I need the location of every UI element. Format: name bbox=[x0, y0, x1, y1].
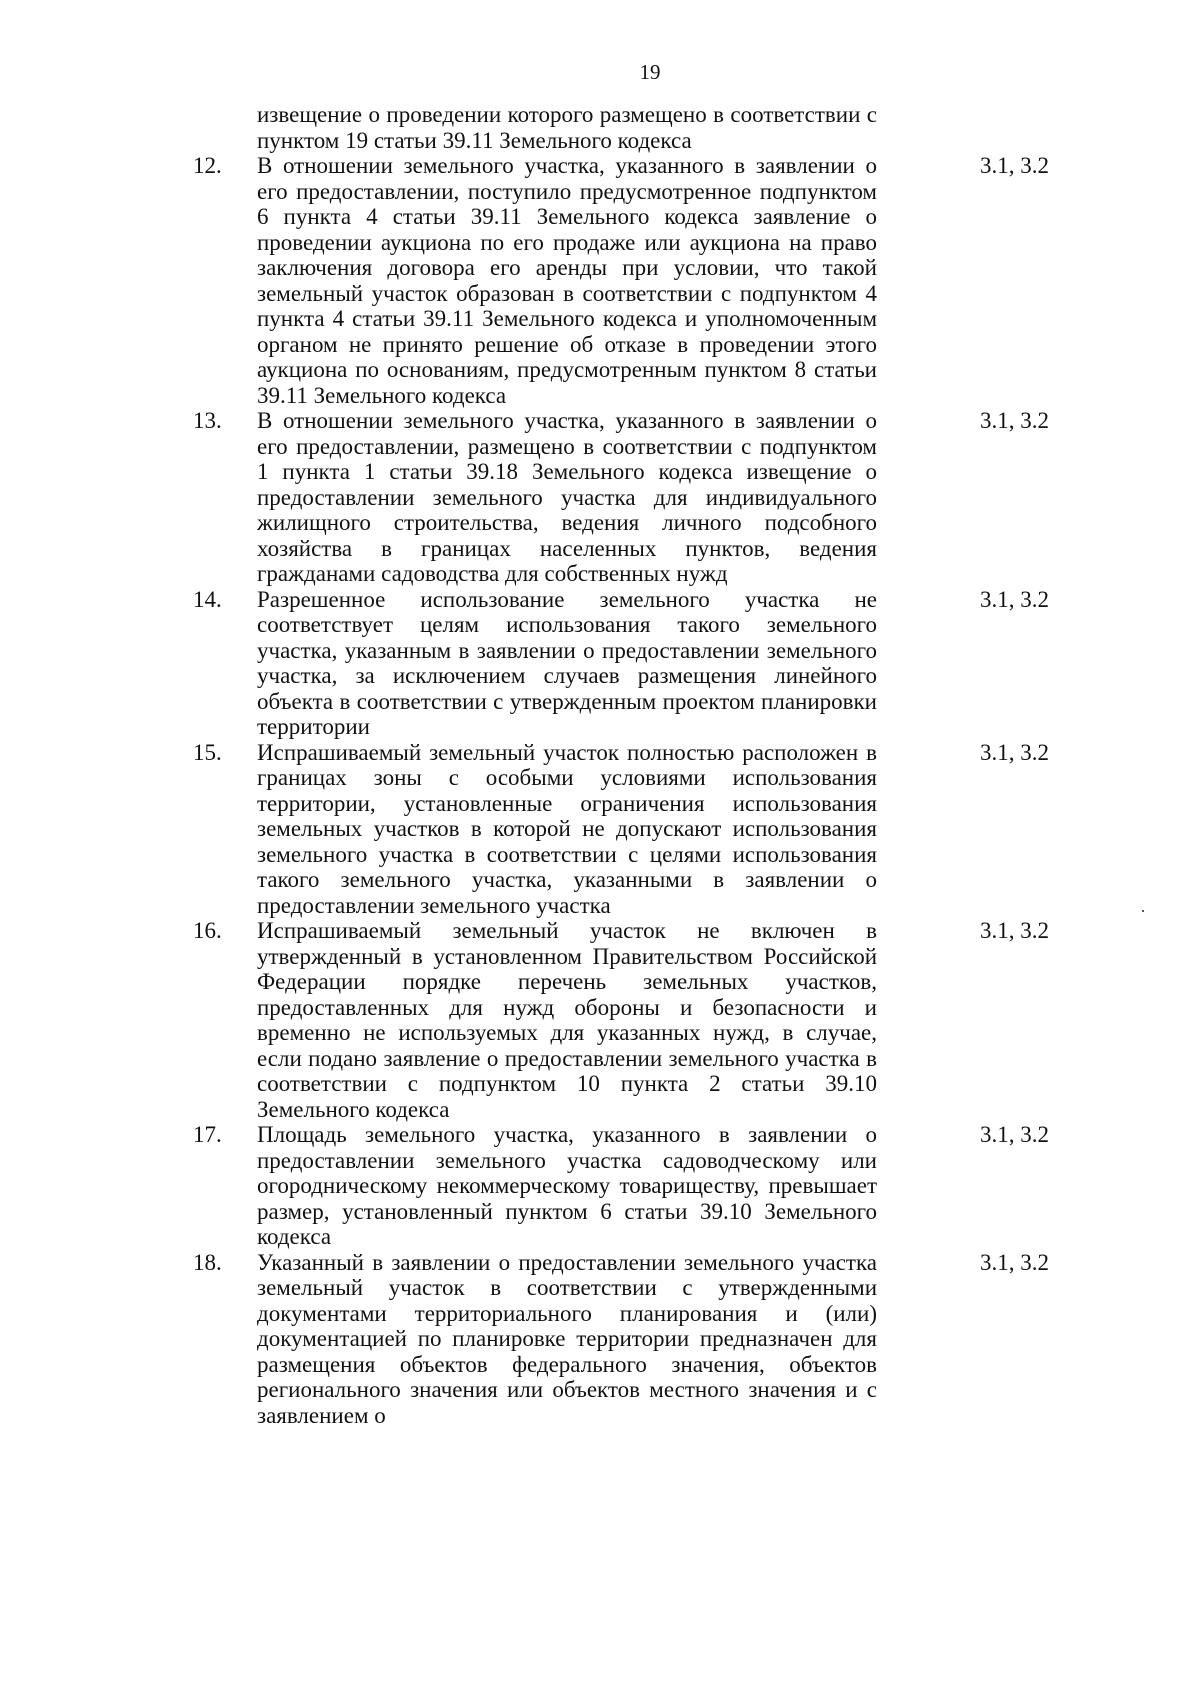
row-text: Разрешенное использование земельного участка не соответствует целям использования такого земельного участка, указанным в заявлении о предоставлении земельного участка, за исключением случаев размещения линейного объекта в соответствии с утвержденным проектом планировки территории bbox=[257, 586, 877, 739]
row-reference: 3.1, 3.2 bbox=[980, 408, 1049, 433]
table-row bbox=[193, 408, 1053, 587]
row-reference: 3.1, 3.2 bbox=[980, 1249, 1049, 1275]
row-number: 12. bbox=[193, 153, 222, 178]
table-row bbox=[193, 102, 1053, 153]
grounds-table bbox=[193, 102, 1053, 1428]
row-text: В отношении земельного участка, указанного в заявлении о его предоставлении, поступило предусмотренное подпунктом 6 пункта 4 статьи 39.11 Земельного кодекса заявление о проведении аукциона по его продаже или аукциона на право заключения договора его аренды при условии, что такой земельный участок образован в соответствии с подпунктом 4 пункта 4 статьи 39.11 Земельного кодекса и уполномоченным органом не принято решение об отказе в проведении этого аукциона по основаниям, предусмотренным пунктом 8 статьи 39.11 Земельного кодекса bbox=[257, 153, 877, 408]
row-number: 16. bbox=[193, 918, 222, 943]
row-text: извещение о проведении которого размещено в соответствии с пунктом 19 статьи 39.11 Земельного кодекса bbox=[257, 102, 877, 153]
table-row bbox=[193, 1250, 1053, 1429]
row-number: 15. bbox=[193, 739, 222, 765]
row-text: В отношении земельного участка, указанного в заявлении о его предоставлении, размещено в соответствии с подпунктом 1 пункта 1 статьи 39.18 Земельного кодекса извещение о предоставлении земельного участка для индивидуального жилищного строительства, ведения личного подсобного хозяйства в границах населенных пунктов, ведения гражданами садоводства для собственных нужд bbox=[257, 408, 877, 586]
table-row bbox=[193, 918, 1053, 1122]
row-reference: 3.1, 3.2 bbox=[980, 586, 1049, 612]
row-number: 13. bbox=[193, 408, 222, 433]
row-reference: 3.1, 3.2 bbox=[980, 1122, 1049, 1147]
row-text: Испрашиваемый земельный участок полностью расположен в границах зоны с особыми условиями использования территории, установленные ограничения использования земельных участков в которой не допускают использования земельного участка в соответствии с целями использования такого земельного участка, указанными в заявлении о предоставлении земельного участка bbox=[257, 739, 877, 918]
row-text: Площадь земельного участка, указанного в заявлении о предоставлении земельного участка садоводческому или огородническому некоммерческому товариществу, превышает размер, установленный пунктом 6 статьи 39.10 Земельного кодекса bbox=[257, 1122, 877, 1249]
scan-speck bbox=[1142, 910, 1144, 912]
table-row bbox=[193, 153, 1053, 408]
row-text: Указанный в заявлении о предоставлении земельного участка земельный участок в соответствии с утвержденными документами территориального планирования и (или) документацией по планировке территории предназначен для размещения объектов федерального значения, объектов регионального значения или объектов местного значения и с заявлением о bbox=[257, 1249, 877, 1428]
row-number: 14. bbox=[193, 586, 222, 612]
table-row bbox=[193, 1122, 1053, 1250]
row-reference: 3.1, 3.2 bbox=[980, 918, 1049, 943]
table-row bbox=[193, 587, 1053, 740]
row-number: 17. bbox=[193, 1122, 222, 1147]
row-text: Испрашиваемый земельный участок не включен в утвержденный в установленном Правительством Российской Федерации порядке перечень земельных участков, предоставленных для нужд обороны и безопасности и временно не используемых для указанных нужд, в случае, если подано заявление о предоставлении земельного участка в соответствии с подпунктом 10 пункта 2 статьи 39.10 Земельного кодекса bbox=[257, 918, 877, 1122]
row-number: 18. bbox=[193, 1249, 222, 1275]
row-reference: 3.1, 3.2 bbox=[980, 739, 1049, 765]
table-row bbox=[193, 740, 1053, 919]
row-reference: 3.1, 3.2 bbox=[980, 153, 1049, 178]
page-number: 19 bbox=[639, 60, 661, 84]
